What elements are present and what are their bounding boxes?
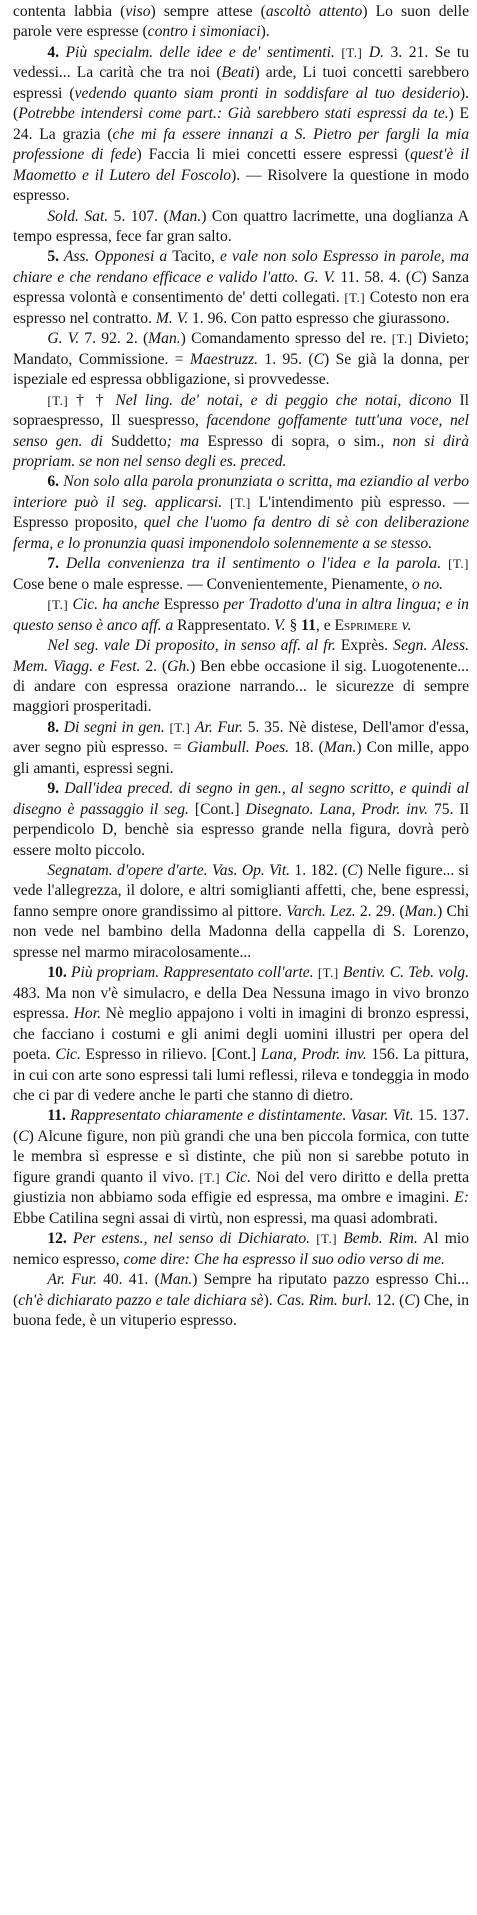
editor-tag: [T.] bbox=[316, 1231, 338, 1247]
plain-text: 5. 35. Nè distese, Dell'amor d'essa, aver segno più espresso. = bbox=[13, 718, 469, 757]
entry-paragraph bbox=[13, 636, 469, 718]
plain-text: 40. 41. ( bbox=[96, 1271, 160, 1289]
plain-text: 2. ( bbox=[140, 657, 168, 675]
italic-text: E: bbox=[454, 1189, 469, 1207]
plain-text: 15. 137. ( bbox=[13, 1107, 469, 1145]
plain-text: ) E 24. La grazia ( bbox=[13, 105, 469, 143]
italic-text: C bbox=[18, 1127, 29, 1145]
entry-paragraph bbox=[13, 247, 469, 329]
italic-text: Più specialm. delle idee e de' sentimenti. bbox=[59, 43, 335, 61]
plain-text: 1. 182. ( bbox=[290, 862, 348, 880]
plain-text: Exprès. bbox=[335, 637, 394, 655]
plain-text: Noi del vero diritto e della pretta giustizia non abbiamo soda effigie ed espressa, ma ombre e imagini. bbox=[13, 1168, 470, 1207]
italic-text: contro i simoniaci bbox=[147, 23, 261, 41]
plain-text: 156. La pittura, in cui con arte sono espressi tali lumi reflessi, rileva e tondeggia in modo che ci par di vedere anche le parti che stanno di dietro. bbox=[13, 1046, 469, 1105]
plain-text bbox=[222, 494, 230, 511]
editor-tag: [T.] bbox=[448, 556, 469, 572]
italic-text: Nel seg. vale Di proposito, in senso aff. al fr. bbox=[47, 637, 336, 655]
italic-text: Ass. Opponesi a bbox=[59, 248, 173, 266]
entry-paragraph bbox=[13, 1270, 469, 1331]
entry-paragraph bbox=[13, 1229, 469, 1270]
italic-text: v. bbox=[401, 616, 412, 634]
italic-text: Giambull. Poes. bbox=[186, 739, 290, 757]
entry-paragraph bbox=[13, 554, 469, 595]
italic-text: ascoltò attento bbox=[265, 3, 363, 20]
italic-text: Beati bbox=[221, 64, 255, 82]
italic-text: o no. bbox=[411, 575, 444, 593]
italic-text: Man. bbox=[168, 207, 202, 225]
italic-text: quel che l'uomo fa dentro di sè con deliberazione ferma, e lo pronunzia quasi imponendolo solennemente a se stesso. bbox=[13, 514, 469, 552]
plain-text: ) Comandamento spresso del re. bbox=[180, 330, 392, 348]
plain-text: ) arde, Li tuoi concetti sarebbero espressi ( bbox=[13, 64, 469, 102]
editor-tag: [T.] bbox=[199, 1169, 221, 1185]
sense-number: 6. bbox=[47, 473, 60, 491]
plain-text: Rappresentato. bbox=[173, 616, 275, 634]
plain-text: ) Nelle figure... si vede l'allegrezza, il dolore, e altri somiglianti affetti, che, bene espressi, fanno sempre onore grandissimo al pittore. bbox=[13, 862, 469, 920]
italic-text: Potrebbe intendersi come part.: Già sarebbero stati espressi da te. bbox=[18, 105, 449, 123]
entry-paragraph bbox=[13, 391, 469, 473]
italic-text: ch'è dichiarato pazzo e tale dichiara sè bbox=[18, 1291, 264, 1309]
editor-tag: [T.] bbox=[391, 331, 413, 347]
plain-text: Cotesto non era espresso nel contratto. bbox=[13, 289, 469, 327]
italic-text: Segn. Aless. Mem. Viagg. e Fest. bbox=[13, 637, 469, 675]
plain-text: Espresso in rilievo. [Cont.] bbox=[80, 1046, 261, 1064]
sense-number: 11 bbox=[301, 616, 316, 634]
plain-text: ). bbox=[263, 1291, 277, 1309]
plain-text: 483. Ma non v'è simulacro, e della Dea Nessuna imago in vivo bronzo espressa. bbox=[13, 984, 469, 1023]
italic-text: Cic. bbox=[55, 1046, 81, 1064]
plain-text: 11. 58. 4. ( bbox=[335, 268, 412, 286]
plain-text: Tacito bbox=[172, 248, 212, 266]
plain-text: ). — Risolvere la questione in modo espresso. bbox=[13, 166, 469, 205]
entry-paragraph bbox=[13, 2, 469, 43]
plain-text: 7. 92. 2. ( bbox=[79, 330, 149, 348]
plain-text: Ebbe Catilina segni assai di virtù, non espressi, ma quasi adombrati. bbox=[13, 1209, 438, 1227]
italic-text: come dire: Che ha espresso il suo odio verso di me. bbox=[123, 1250, 445, 1268]
sense-number: 8. bbox=[47, 718, 60, 736]
italic-text: Della convenienza tra il sentimento o l'idea e la parola. bbox=[59, 555, 442, 573]
plain-text: Suddetto bbox=[102, 432, 167, 450]
cross-reference: Esprimere bbox=[334, 616, 398, 634]
italic-text: D. bbox=[368, 43, 384, 61]
entry-paragraph bbox=[13, 43, 469, 207]
italic-text: M. V. bbox=[155, 309, 189, 327]
italic-text: Ar. Fur. bbox=[195, 718, 244, 736]
plain-text: L'intendimento più espresso. — Espresso proposito, bbox=[13, 493, 470, 532]
plain-text: ) Faccia li miei concetti essere espressi ( bbox=[136, 146, 411, 164]
plain-text: § bbox=[285, 616, 302, 634]
plain-text: ) Sempre ha riputato pazzo espresso Chi... ( bbox=[13, 1271, 469, 1309]
italic-text: V. bbox=[274, 616, 286, 634]
italic-text: facendone goffamente tutt'una voce, nel senso gen. di bbox=[13, 412, 470, 450]
italic-text: Per estens., nel senso di Dichiarato. bbox=[66, 1230, 311, 1248]
plain-text: ) Che, in buona fede, è un vituperio espresso. bbox=[13, 1291, 469, 1329]
italic-text: G. V. bbox=[47, 330, 80, 348]
plain-text: Espresso bbox=[159, 596, 224, 614]
plain-text: 18. ( bbox=[289, 739, 324, 757]
italic-text: C bbox=[411, 268, 422, 286]
italic-text: Sold. Sat. bbox=[47, 207, 109, 225]
italic-text: Cic. ha anche bbox=[72, 596, 160, 614]
italic-text: Gh. bbox=[167, 657, 191, 675]
italic-text: C bbox=[347, 862, 358, 880]
sense-number: 11. bbox=[47, 1107, 66, 1125]
plain-text: 5. 107. ( bbox=[108, 207, 169, 225]
editor-tag: [T.] bbox=[344, 290, 366, 306]
sense-number: 9. bbox=[47, 780, 60, 798]
plain-text: 2. 29. ( bbox=[355, 902, 405, 920]
plain-text: ) Con quattro lacrimette, una doglianza A tempo espressa, fece far gran salto. bbox=[13, 207, 469, 245]
italic-text: Man. bbox=[159, 1271, 193, 1289]
plain-text: Al mio nemico espresso, bbox=[13, 1230, 470, 1268]
italic-text: Disegnato. Lana, Prodr. inv. bbox=[245, 800, 429, 818]
italic-text: , non si dirà propriam. se non nel senso degli es. preced. bbox=[13, 432, 469, 470]
plain-text: 75. Il perpendicolo D, benchè sia espresso grande nella figura, dovrà però essere molto piccolo. bbox=[13, 800, 469, 859]
italic-text: Man. bbox=[404, 902, 438, 920]
editor-tag: [T.] bbox=[341, 44, 363, 60]
italic-text: C bbox=[313, 350, 324, 368]
italic-text: Varch. Lez. bbox=[286, 902, 356, 920]
entry-paragraph bbox=[13, 963, 469, 1106]
editor-tag: [T.] bbox=[47, 597, 69, 613]
entry-paragraph bbox=[13, 472, 469, 554]
plain-text: 1. 95. ( bbox=[258, 350, 314, 368]
entry-paragraph bbox=[13, 861, 469, 963]
entry-paragraph bbox=[13, 779, 469, 861]
plain-text: ) Se già la donna, per ispeziale ed espressa obbligazione, si provvedesse. bbox=[13, 350, 469, 389]
italic-text: Hor. bbox=[73, 1005, 101, 1023]
italic-text: C bbox=[404, 1291, 415, 1309]
entry-paragraph bbox=[13, 595, 469, 636]
entry-paragraph bbox=[13, 329, 469, 390]
italic-text: che mi fa essere innanzi a S. Pietro per fargli la mia professione di fede bbox=[13, 125, 469, 164]
plain-text: ) Alcune figure, non più grandi che una ben piccola formica, con tutte le membra sì espresse e sì distinte, che più non si sarebbe potuto in figure grandi quanto il vivo. bbox=[13, 1127, 469, 1186]
plain-text: contenta labbia ( bbox=[13, 3, 126, 20]
italic-text: ; ma bbox=[166, 432, 200, 450]
italic-text: Man. bbox=[148, 330, 181, 348]
plain-text: † † bbox=[68, 391, 116, 409]
italic-text: Bentiv. C. Teb. volg. bbox=[342, 964, 469, 982]
entry-paragraph bbox=[13, 1106, 469, 1229]
italic-text: Di segni in gen. bbox=[59, 718, 165, 736]
plain-text: 12. ( bbox=[371, 1291, 405, 1309]
italic-text: Man. bbox=[323, 739, 357, 757]
italic-text: viso bbox=[125, 3, 151, 20]
plain-text: Espresso di sopra, o sim. bbox=[199, 432, 381, 450]
plain-text: ) Chi non vede nel bambino della Madonna della cappella di S. Lorenzo, spresse nel marmo miracolosamente... bbox=[13, 902, 469, 961]
italic-text: Più propriam. Rappresentato coll'arte. bbox=[66, 964, 314, 982]
plain-text: 3. 21. Se tu vedessi... La carità che tra noi ( bbox=[13, 43, 469, 82]
plain-text: ) Con mille, appo gli amanti, espressi segni. bbox=[13, 739, 469, 777]
sense-number: 10. bbox=[47, 964, 67, 982]
italic-text: per Tradotto d'una in altra lingua; e in questo senso è anco aff. a bbox=[13, 596, 469, 634]
plain-text: Cose bene o male espresse. — Convenientemente, Pienamente, bbox=[13, 575, 412, 593]
plain-text: [Cont.] bbox=[188, 800, 246, 818]
plain-text: Il sopraespresso, Il suespresso, bbox=[13, 391, 469, 430]
plain-text: ) sempre attese ( bbox=[150, 3, 266, 20]
italic-text: vedendo quanto siam pronti in soddisfare al tuo desiderio bbox=[74, 84, 460, 102]
italic-text: Cas. Rim. burl. bbox=[276, 1291, 372, 1309]
editor-tag: [T.] bbox=[317, 965, 339, 981]
italic-text: quest'è il Maometto e il Lutero del Foscolo bbox=[13, 146, 469, 184]
italic-text: Rappresentato chiaramente e distintamente. Vasar. Vit. bbox=[65, 1107, 414, 1125]
plain-text: ) Sanza espressa volontà e consentimento de' detti collegati. bbox=[13, 268, 470, 307]
italic-text: Maestruzz. bbox=[190, 350, 259, 368]
sense-number: 7. bbox=[47, 555, 60, 573]
italic-text: Bemb. Rim. bbox=[343, 1230, 418, 1248]
plain-text: ) Ben ebbe occasione il sig. Luogotenente... di andare con espressa orazione narrando... le sicurezze di sempre maggiori prosperitadi. bbox=[13, 657, 469, 716]
plain-text: 1. 96. Con patto espresso che giurassono. bbox=[188, 309, 450, 327]
italic-text: Segnatam. d'opere d'arte. Vas. Op. Vit. bbox=[47, 862, 291, 880]
italic-text: Nel ling. de' notai, e di peggio che notai, dicono bbox=[115, 391, 452, 409]
plain-text: ). bbox=[260, 23, 270, 41]
editor-tag: [T.] bbox=[229, 494, 251, 510]
plain-text: Divieto; Mandato, Commissione. = bbox=[13, 330, 469, 368]
plain-text: Nè meglio appajono i volti in imagini di bronzo espressi, che facciano i costumi e gli animi degli uomini illustri per opera del poeta. bbox=[13, 1005, 470, 1064]
editor-tag: [T.] bbox=[47, 392, 69, 408]
editor-tag: [T.] bbox=[169, 719, 191, 735]
entry-paragraph bbox=[13, 207, 469, 248]
italic-text: , e vale non solo Espresso in parole, ma chiare e che rendano efficace e valido l'atto. G. V. bbox=[13, 248, 469, 286]
italic-text: Lana, Prodr. inv. bbox=[260, 1046, 367, 1064]
entry-paragraph bbox=[13, 718, 469, 779]
plain-text: ). ( bbox=[13, 84, 469, 123]
italic-text: Non solo alla parola pronunziata o scritta, ma eziandio al verbo interiore può il seg. applicarsi. bbox=[13, 473, 469, 511]
sense-number: 12. bbox=[47, 1230, 67, 1248]
italic-text: Cic. bbox=[225, 1168, 251, 1186]
sense-number: 5. bbox=[47, 248, 60, 266]
italic-text: Ar. Fur. bbox=[47, 1271, 97, 1289]
italic-text: Dall'idea preced. di segno in gen., al segno scritto, e quindi al disegno è passaggio il seg. bbox=[13, 780, 469, 818]
plain-text: , e bbox=[315, 616, 335, 634]
plain-text: ) Lo suon delle parole vere espresse ( bbox=[13, 3, 469, 41]
sense-number: 4. bbox=[47, 43, 60, 61]
